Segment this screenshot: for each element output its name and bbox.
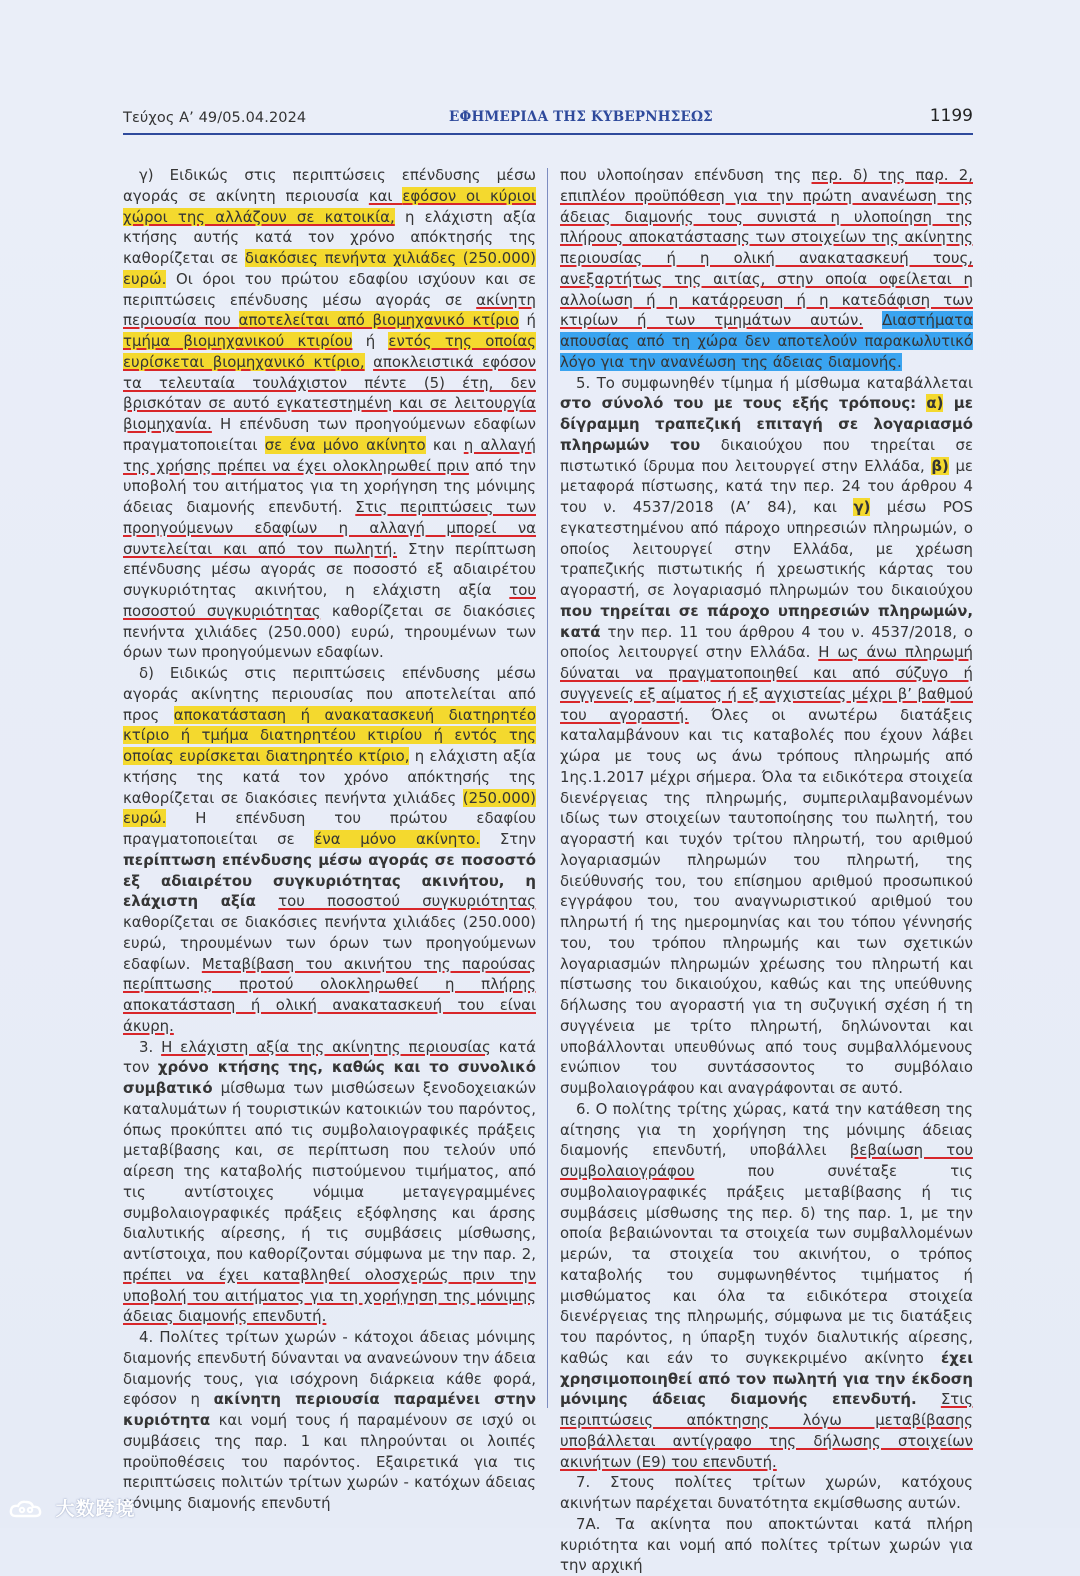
- paragraph-7a: 7Α. Τα ακίνητα που αποκτώνται κατά πλήρη κυριότητα και νομή από πολίτες τρίτων χωρών για την αρχική: [560, 1514, 973, 1575]
- gazette-title: ΕΦΗΜΕΡΙΔΑ ΤΗΣ ΚΥΒΕΡΝΗΣΕΩΣ: [449, 109, 713, 125]
- page-number: 1199: [929, 106, 973, 126]
- left-column: [123, 165, 537, 1512]
- paragraph-7: 7. Στους πολίτες τρίτων χωρών, κατόχους ακινήτων παρέχεται δυνατότητα εκμίσθωσης αυτών.: [560, 1473, 973, 1512]
- watermark: [8, 1494, 158, 1522]
- paragraph-delta: δ) Ειδικώς στις περιπτώσεις επένδυσης μέσω αγοράς ακίνητης περιουσίας που αποτελείται από προς αποκατάσταση ή ανακατασκευή διατηρητέο κτίριο ή τμήμα διατηρητέου κτιρίου ή εντός της οποίας ευρίσκεται διατηρητέο κτίριο, η ελάχιστη αξία κτήσης της κατά τον χρόνο απόκτησής της καθορίζεται σε διακόσιες πενήντα χιλιάδες (250.000) ευρώ. Η επένδυση του πρώτου εδαφίου πραγματοποιείται σε ένα μόνο ακίνητο. Στην περίπτωση επένδυσης μέσω αγοράς σε ποσοστό εξ αδιαιρέτου συγκυριότητας ακινήτου, η ελάχιστη αξία του ποσοστού συγκυριότητας καθορίζεται σε διακόσιες πενήντα χιλιάδες (250.000) ευρώ, τηρουμένων των όρων των προηγούμενων εδαφίων. Μεταβίβαση του ακινήτου της παρούσας περίπτωσης προτού ολοκληρωθεί η πλήρης αποκατάσταση ή ολική ανακατασκευή του είναι άκυρη.: [123, 664, 537, 1035]
- paragraph-3: 3. Η ελάχιστη αξία της ακίνητης περιουσίας κατά τον χρόνο κτήσης της, καθώς και το συνολικό συμβατικό μίσθωμα των μισθώσεων ξενοδοχειακών καταλυμάτων ή τουριστικών κατοικιών του παρόντος, όπως προκύπτει από τις συμβολαιογραφικές πράξεις μεταβίβασης και, σε περίπτωση που τελούν υπό αίρεση της καταβολής πιστούμενου τιμήματος, από τις αντίστοιχες νόμιμα μεταγεγραμμένες συμβολαιογραφικές πράξεις εξόφλησης και άρσης διαλυτικής αίρεσης, ή τις συμβάσεις μίσθωσης, αντίστοιχα, που καθορίζονται σύμφωνα με την παρ. 2, πρέπει να έχει καταβληθεί ολοσχερώς πριν την υποβολή του αιτήματος για τη χορήγηση της μόνιμης άδειας διαμονής επενδυτή.: [123, 1037, 536, 1326]
- issue-label: Τεύχος Α’ 49/05.04.2024: [123, 110, 307, 126]
- paragraph-4: 4. Πολίτες τρίτων χωρών - κάτοχοι άδειας μόνιμης διαμονής επενδυτή δύνανται να ανανεώνουν την άδεια διαμονής τους, για ισόχρονη διάρκεια κάθε φορά, εφόσον η ακίνητη περιουσία παραμένει στην κυριότητα και νομή τους ή παραμένουν σε ισχύ οι συμβάσεις της παρ. 1 και πληρούνται οι λοιπές προϋποθέσεις του παρόντος. Εξαιρετικά για τις περιπτώσεις πολιτών τρίτων χωρών - κατόχων άδειας μόνιμης διαμονής επενδυτή: [123, 1328, 536, 1512]
- paragraph-gamma: γ) Ειδικώς στις περιπτώσεις επένδυσης μέσω αγοράς σε ακίνητη περιουσία και εφόσον οι κύριοι χώροι της αλλάζουν σε κατοικία, η ελάχιστη αξία κτήσης αυτής κατά τον χρόνο απόκτησής της καθορίζεται σε διακόσιες πενήντα χιλιάδες (250.000) ευρώ. Οι όροι του πρώτου εδαφίου ισχύουν και σε περιπτώσεις επένδυσης μέσω αγοράς σε ακίνητη περιουσία που αποτελείται από βιομηχανικό κτίριο ή τμήμα βιομηχανικού κτιρίου ή εντός της οποίας ευρίσκεται βιομηχανικό κτίριο, αποκλειστικά εφόσον τα τελευταία τουλάχιστον πέντε (5) έτη, δεν βρισκόταν σε αυτό εγκατεστημένη και σε λειτουργία βιομηχανία. Η επένδυση των προηγούμενων εδαφίων πραγματοποιείται σε ένα μόνο ακίνητο και η αλλαγή της χρήσης πρέπει να έχει ολοκληρωθεί πριν από την υποβολή του αιτήματος για τη χορήγηση της μόνιμης άδειας διαμονής επενδυτή. Στις περιπτώσεις των προηγούμενων εδαφίων η αλλαγή μπορεί να συντελείται και από τον πωλητή. Στην περίπτωση επένδυσης μέσω αγοράς σε ποσοστό εξ αδιαιρέτου συγκυριότητας ακινήτου, η ελάχιστη αξία του ποσοστού συγκυριότητας καθορίζεται σε διακόσιες πενήντα χιλιάδες (250.000) ευρώ, τηρουμένων των όρων των προηγούμενων εδαφίων.: [123, 166, 537, 662]
- cloud-logo-icon: [8, 1499, 48, 1521]
- watermark-text: 大数跨境: [55, 1498, 136, 1520]
- header-rule: [123, 133, 973, 135]
- right-column: [560, 165, 974, 1575]
- paragraph-6: 6. Ο πολίτης τρίτης χώρας, κατά την κατάθεση της αίτησης για τη χορήγηση της μόνιμης άδειας διαμονής επενδυτή, υποβάλλει βεβαίωση του συμβολαιογράφου που συνέταξε τις συμβολαιογραφικές πράξεις μεταβίβασης ή τις συμβάσεις μίσθωσης της περ. δ) της παρ. 1, με την οποία βεβαιώνονται τα στοιχεία των συμβαλλομένων μερών, τα στοιχεία του ακινήτου, ο τρόπος καταβολής του συμφωνηθέντος τιμήματος ή μισθώματος και όλα τα ειδικότερα στοιχεία διενέργειας της πληρωμής, σύμφωνα με τις διατάξεις του παρόντος, η ύπαρξη τυχόν διαλυτικής αίρεσης, καθώς και εάν το συγκεκριμένο ακίνητο έχει χρησιμοποιηθεί από τον πωλητή για την έκδοση μόνιμης άδειας διαμονής επενδυτή. Στις περιπτώσεις απόκτησης λόγω μεταβίβασης υποβάλλεται αντίγραφο της δήλωσης στοιχείων ακινήτων (Ε9) του επενδυτή.: [560, 1099, 973, 1471]
- page-header: [123, 106, 973, 130]
- paragraph-continued: που υλοποίησαν επένδυση της περ. δ) της παρ. 2, επιπλέον προϋπόθεση για την πρώτη ανανέωση της άδειας διαμονής τους συνιστά η υλοποίηση της πλήρους αποκατάστασης των στοιχείων της ακίνητης περιουσίας ή η ολική ανακατασκευή τους, ανεξαρτήτως της αιτίας, στην οποία οφείλεται η αλλοίωση ή η κατάρρευση ή η κατεδάφιση των κτιρίων ή των τμημάτων αυτών. Διαστήματα απουσίας από τη χώρα δεν αποτελούν παρακωλυτικό λόγο για την ανανέωση της άδειας διαμονής.: [560, 166, 974, 371]
- paragraph-5: 5. Το συμφωνηθέν τίμημα ή μίσθωμα καταβάλλεται στο σύνολό του με τους εξής τρόπους: α) με δίγραμμη τραπεζική επιταγή σε λογαριασμό πληρωμών του δικαιούχου που τηρείται σε πιστωτικό ίδρυμα που λειτουργεί στην Ελλάδα, β) με μεταφορά πίστωσης, κατά την περ. 24 του άρθρου 4 του ν. 4537/2018 (Α’ 84), και γ) μέσω POS εγκατεστημένου από πάροχο υπηρεσιών πληρωμών, ο οποίος λειτουργεί στην Ελλάδα, με χρέωση τραπεζικής πιστωτικής ή χρεωστικής κάρτας του αγοραστή, σε λογαριασμό πληρωμών του δικαιούχου που τηρείται σε πάροχο υπηρεσιών πληρωμών, κατά την περ. 11 του άρθρου 4 του ν. 4537/2018, ο οποίος λειτουργεί στην Ελλάδα. Η ως άνω πληρωμή δύναται να πραγματοποιηθεί και από σύζυγο ή συγγενείς εξ αίματος ή εξ αγχιστείας μέχρι β’ βαθμού του αγοραστή. Όλες οι ανωτέρω διατάξεις καταλαμβάνουν και τις καταβολές που έχουν λάβει χώρα με τους ως άνω τρόπους πληρωμής από 1ης.1.2017 μέχρι σήμερα. Όλα τα ειδικότερα στοιχεία διενέργειας της πληρωμής, συμπεριλαμβανομένων ιδίως των στοιχείων ταυτοποίησης του πωλητή, του αγοραστή και τυχόν τρίτου πληρωτή, του αριθμού λογαριασμών πληρωμών του πληρωτή, της διεύθυνσής του, του επίσημου αριθμού προσωπικού εγγράφου του, του αναγνωριστικού αριθμού του πληρωτή ή της ημερομηνίας και του τόπου γέννησής του, του τρόπου πληρωμής και των σχετικών λογαριασμών πληρωμών χρέωσης του πληρωτή και πίστωσης του δικαιούχου, καθώς και της υπεύθυνης δήλωσης του αγοραστή για τη συζυγική σχέση ή τη συγγένεια με τρίτο πληρωτή, δηλώνονται και υποβάλλονται υπευθύνως από τους συμβαλλόμενους ενώπιον του συντάσσοντος το συμβόλαιο συμβολαιογράφου και αναγράφονται σε αυτό.: [560, 373, 974, 1097]
- column-divider: [547, 168, 548, 1408]
